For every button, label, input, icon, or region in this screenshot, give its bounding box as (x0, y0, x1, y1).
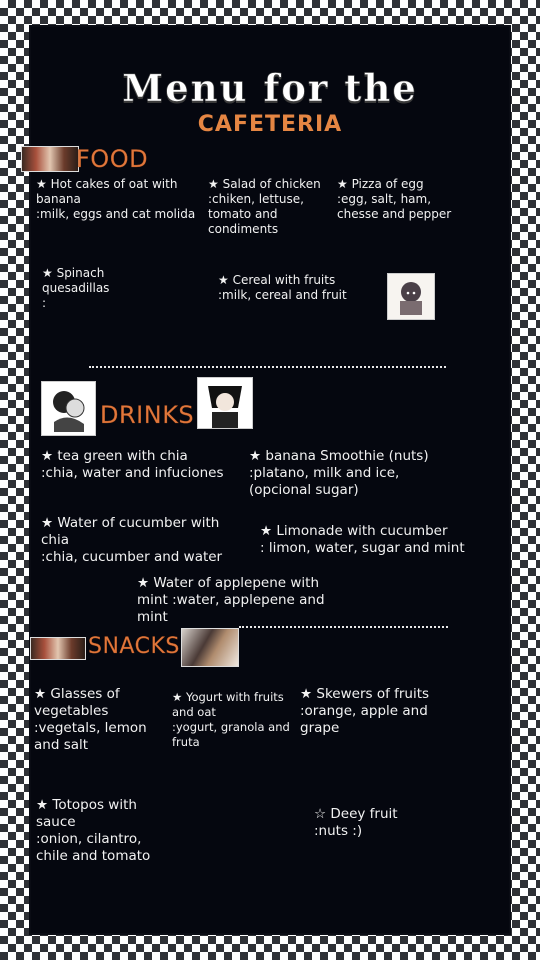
item-title: ★ Spinach quesadillas (42, 266, 110, 295)
drinks-item-limonade (260, 523, 475, 557)
item-description: :onion, cilantro, chile and tomato (36, 831, 151, 864)
item-description: :egg, salt, ham, chesse and pepper (337, 192, 452, 221)
snacks-item-skewers (300, 686, 440, 737)
item-title: ★ tea green with chia (41, 448, 188, 464)
food-item-pizza (337, 177, 457, 222)
item-description: :milk, cereal and fruit (218, 288, 347, 302)
item-description: :platano, milk and ice, (opcional sugar) (249, 465, 400, 498)
section-title-food: FOOD (76, 145, 149, 173)
item-title: ★ Water of applepene with mint (137, 575, 320, 608)
item-title: ★ Skewers of fruits (300, 686, 430, 702)
item-description: : limon, water, sugar and mint (260, 540, 465, 556)
section-title-drinks: DRINKS (100, 401, 195, 429)
drinks-item-tea (41, 448, 241, 482)
item-title: ☆ Deey fruit (314, 806, 398, 822)
food-item-quesadillas (42, 266, 122, 311)
anime-sticker-image (387, 273, 435, 320)
item-title: ★ Glasses of vegetables (34, 686, 120, 719)
item-title: ★ Cereal with fruits (218, 273, 336, 287)
drinks-item-applepene (137, 575, 325, 626)
snacks-item-vegetables (34, 686, 154, 754)
item-title: ★ Water of cucumber with chia (41, 515, 220, 548)
item-title: ★ Salad of chicken (208, 177, 321, 191)
food-photo (21, 146, 79, 172)
item-title: ★ Yogurt with fruits and oat (172, 690, 284, 719)
menu-title: Menu for the (122, 66, 418, 110)
item-description: :chiken, lettuse, tomato and condiments (208, 192, 304, 236)
item-title: ★ Limonade with cucumber (260, 523, 448, 539)
snacks-item-totopos (36, 797, 156, 865)
item-description: :nuts :) (314, 823, 363, 839)
item-description: :chia, water and infuciones (41, 465, 224, 481)
item-title: ★ Pizza of egg (337, 177, 424, 191)
item-description: :milk, eggs and cat molida (36, 207, 196, 221)
item-description: :vegetals, lemon and salt (34, 720, 147, 753)
anime-sticker-image (41, 381, 96, 436)
section-title-snacks: SNACKS (88, 634, 180, 659)
item-title: ★ Totopos with sauce (36, 797, 137, 830)
food-item-salad (208, 177, 326, 237)
food-item-cereal (218, 273, 348, 303)
anime-sticker-image (197, 377, 253, 429)
section-divider (239, 626, 448, 628)
snacks-item-yogurt (172, 690, 292, 750)
drinks-item-smoothie (249, 448, 439, 499)
section-divider (89, 366, 446, 368)
drinks-item-cucumber-water (41, 515, 236, 566)
snacks-photo (181, 628, 239, 667)
item-description: :chia, cucumber and water (41, 549, 223, 565)
menu-subtitle: CAFETERIA (197, 112, 343, 137)
item-description: : (42, 296, 47, 310)
item-description: :water, applepene and mint (137, 592, 325, 625)
item-description: :orange, apple and grape (300, 703, 428, 736)
item-title: ★ banana Smoothie (nuts) (249, 448, 429, 464)
snacks-item-deey-fruit (314, 806, 434, 840)
item-title: ★ Hot cakes of oat with banana (36, 177, 178, 206)
item-description: :yogurt, granola and fruta (172, 720, 290, 749)
food-item-hotcakes (36, 177, 201, 222)
snacks-photo (30, 637, 86, 660)
